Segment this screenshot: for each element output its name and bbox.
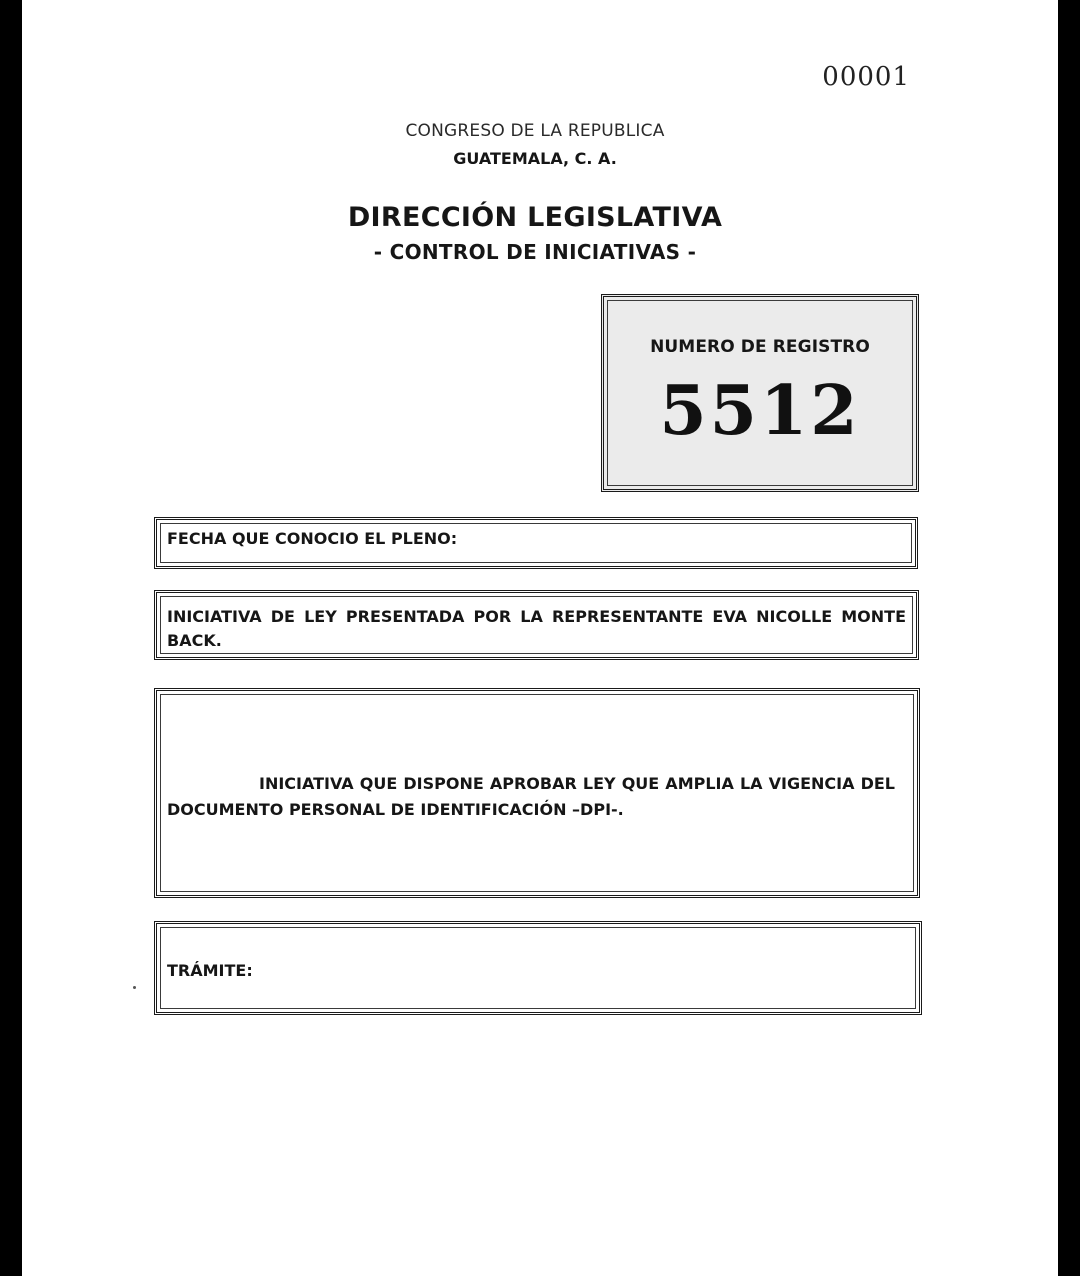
subject-box	[154, 688, 920, 898]
institution-name: CONGRESO DE LA REPUBLICA	[405, 121, 665, 141]
document-header	[300, 118, 770, 268]
scan-edge-right	[1058, 0, 1080, 1276]
subject-text: INICIATIVA QUE DISPONE APROBAR LEY QUE AMPLIA LA VIGENCIA DEL DOCUMENTO PERSONAL DE IDENTIFICACIÓN –DPI-.	[167, 774, 895, 819]
registro-label: NUMERO DE REGISTRO	[650, 337, 870, 357]
scan-edge-left	[0, 0, 22, 1276]
presenter-text: INICIATIVA DE LEY PRESENTADA POR LA REPRESENTANTE EVA NICOLLE MONTE BACK.	[167, 607, 906, 650]
tramite-box	[154, 921, 922, 1015]
fecha-box	[154, 517, 918, 569]
presenter-box	[154, 590, 919, 660]
scan-speck	[133, 986, 136, 989]
registro-number: 5512	[659, 371, 861, 451]
tramite-label: TRÁMITE:	[167, 961, 253, 980]
section-subtitle: - CONTROL DE INICIATIVAS -	[373, 240, 697, 264]
page-number: 00001	[822, 62, 910, 92]
tramite-inner-border	[160, 927, 916, 1009]
registro-box	[601, 294, 919, 492]
fecha-label: FECHA QUE CONOCIO EL PLENO:	[167, 529, 458, 548]
department-title: DIRECCIÓN LEGISLATIVA	[347, 202, 723, 233]
country-name: GUATEMALA, C. A.	[453, 149, 617, 168]
